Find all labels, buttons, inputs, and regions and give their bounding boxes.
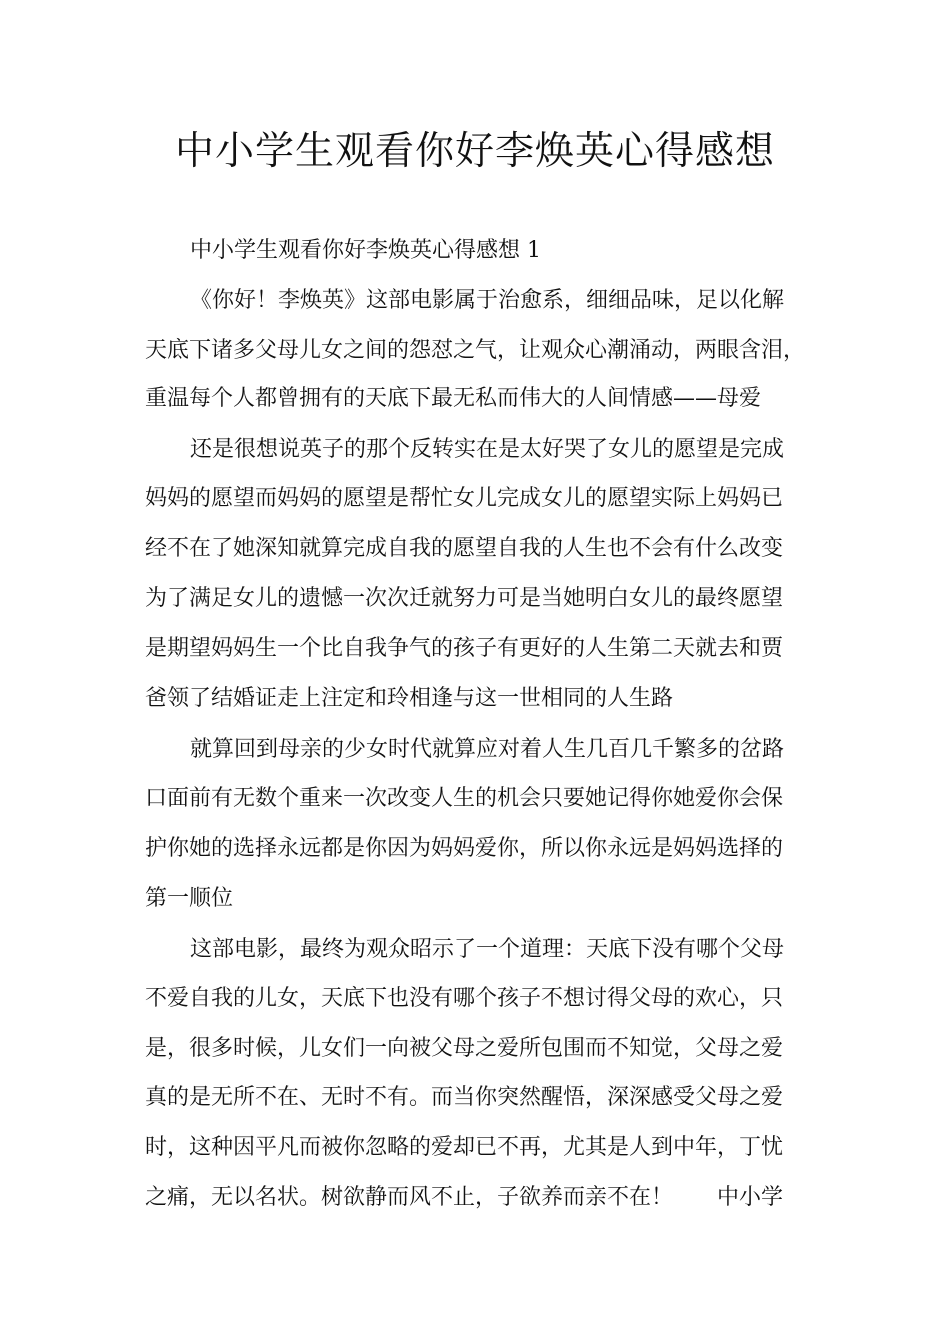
body-line: 妈妈的愿望而妈妈的愿望是帮忙女儿完成女儿的愿望实际上妈妈已 bbox=[145, 486, 784, 511]
body-line: 为了满足女儿的遗憾一次次迁就努力可是当她明白女儿的最终愿望 bbox=[145, 586, 784, 611]
body-line: 真的是无所不在、无时不有。而当你突然醒悟，深深感受父母之爱 bbox=[145, 1085, 784, 1110]
body-line: 《你好！李焕英》这部电影属于治愈系，细细品味，足以化解 bbox=[190, 288, 785, 313]
body-line: 重温每个人都曾拥有的天底下最无私而伟大的人间情感——母爱 bbox=[145, 386, 762, 411]
body-line: 就算回到母亲的少女时代就算应对着人生几百几千繁多的岔路 bbox=[190, 737, 785, 762]
body-line: 口面前有无数个重来一次改变人生的机会只要她记得你她爱你会保 bbox=[145, 786, 784, 811]
document-title: 中小学生观看你好李焕英心得感想 bbox=[174, 129, 775, 174]
body-line: 是期望妈妈生一个比自我争气的孩子有更好的人生第二天就去和贾 bbox=[145, 636, 784, 661]
body-line: 护你她的选择永远都是你因为妈妈爱你，所以你永远是妈妈选择的 bbox=[145, 836, 784, 861]
body-line: 天底下诸多父母儿女之间的怨怼之气，让观众心潮涌动，两眼含泪， bbox=[145, 338, 806, 363]
body-line: 是，很多时候，儿女们一向被父母之爱所包围而不知觉，父母之爱 bbox=[145, 1036, 784, 1061]
body-line: 时，这种因平凡而被你忽略的爱却已不再，尤其是人到中年，丁忧 bbox=[145, 1135, 784, 1160]
body-line: 爸领了结婚证走上注定和玲相逢与这一世相同的人生路 bbox=[145, 686, 674, 711]
document-subtitle: 中小学生观看你好李焕英心得感想 1 bbox=[190, 238, 541, 263]
body-line: 这部电影，最终为观众昭示了一个道理：天底下没有哪个父母 bbox=[190, 937, 785, 962]
body-line: 之痛，无以名状。树欲静而风不止，子欲养而亲不在！ 中小学 bbox=[145, 1185, 784, 1210]
body-line: 还是很想说英子的那个反转实在是太好哭了女儿的愿望是完成 bbox=[190, 437, 785, 462]
body-line: 第一顺位 bbox=[145, 886, 234, 911]
body-line: 经不在了她深知就算完成自我的愿望自我的人生也不会有什么改变 bbox=[145, 536, 784, 561]
body-line: 不爱自我的儿女，天底下也没有哪个孩子不想讨得父母的欢心，只 bbox=[145, 986, 784, 1011]
